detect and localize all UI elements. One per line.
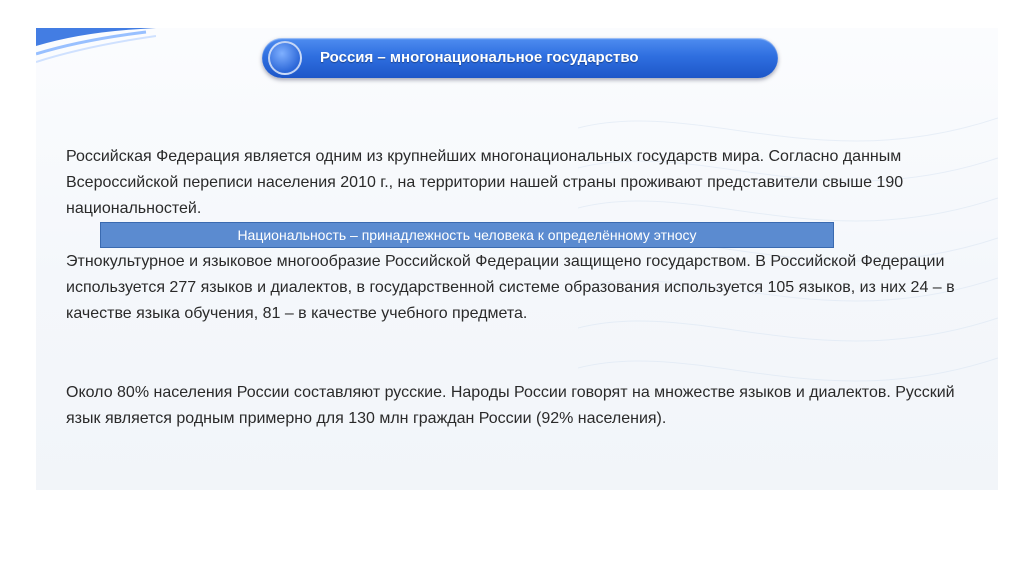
corner-swoosh-decoration xyxy=(36,28,156,88)
paragraph-languages: Этнокультурное и языковое многообразие Российской Федерации защищено государством. В Российской Федерации используется 277 языков и диалектов, в государственной системе образования используется 105 языков, из них 24 – в качестве языка обучения, 81 – в качестве учебного предмета. xyxy=(66,253,955,322)
presentation-slide xyxy=(36,28,998,490)
nationality-definition-box: Национальность – принадлежность человека к определённому этносу xyxy=(100,222,834,248)
paragraph-population: Около 80% населения России составляют русские. Народы России говорят на множестве языков и диалектов. Русский язык является родным примерно для 130 млн граждан России (92% населения). xyxy=(66,384,955,427)
slide-title: Россия – многонациональное государство xyxy=(320,49,639,66)
background-waves-decoration xyxy=(578,88,998,408)
paragraph-census: Российская Федерация является одним из крупнейших многонациональных государств мира. Согласно данным Всероссийской переписи населения 2010 г., на территории нашей страны проживают представители свыше 190 национальностей. xyxy=(66,148,904,217)
slide-title-bar xyxy=(262,38,778,78)
title-bullet-circle-icon xyxy=(268,41,302,75)
